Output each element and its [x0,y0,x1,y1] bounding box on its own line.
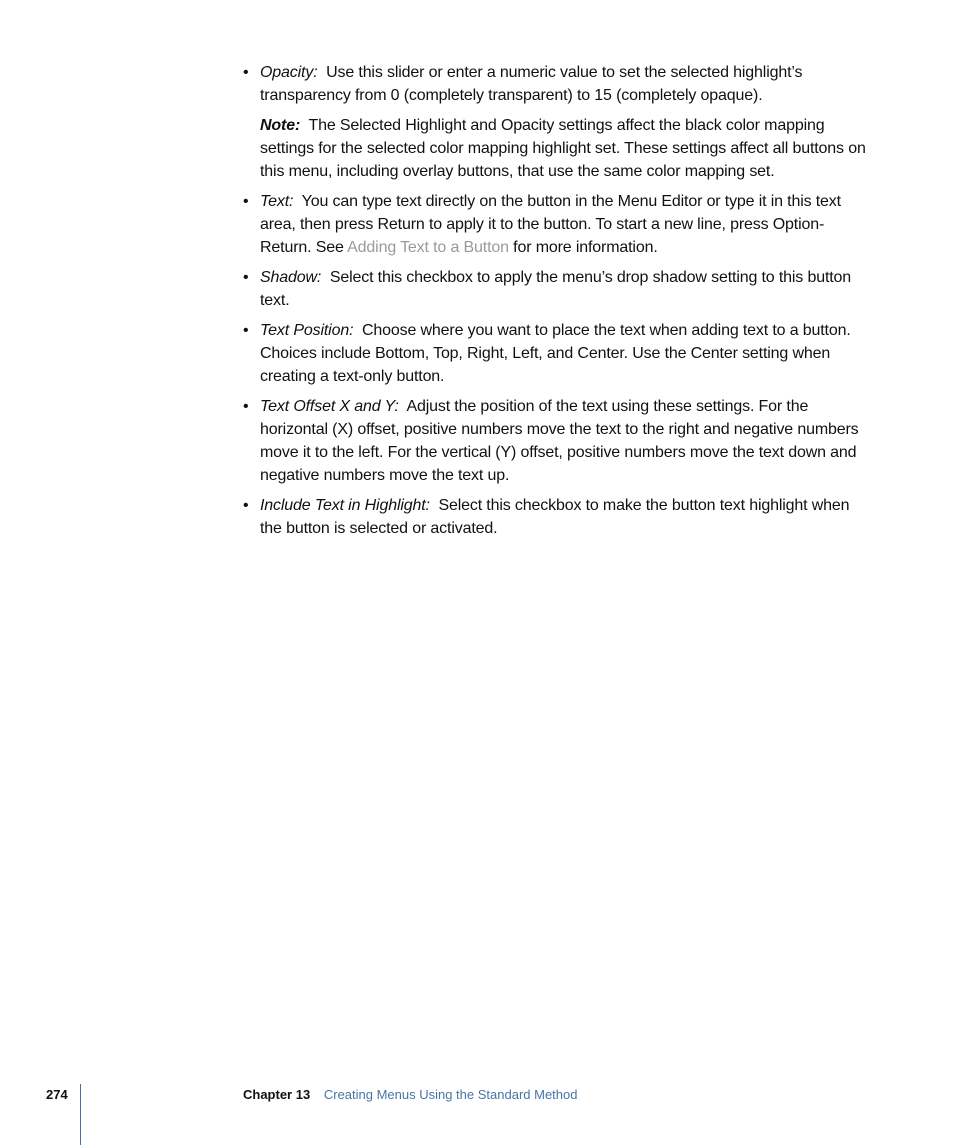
term-text: Text: [260,193,294,210]
list-item-opacity [243,61,875,107]
bullet: • [243,322,249,339]
list-item-include-text-in-highlight [243,494,875,540]
list-item-shadow [243,266,875,312]
list-item-text [243,190,875,259]
description-opacity: Use this slider or enter a numeric value to set the selected highlight’s transparency from 0 (completely transparent) to 15 (completely opaque). [260,64,803,104]
note-label: Note: [260,117,301,134]
description-shadow: Select this checkbox to apply the menu’s drop shadow setting to this button text. [260,269,852,309]
note-paragraph [243,114,875,183]
bullet: • [243,193,249,210]
bullet: • [243,398,249,415]
description-text-offset: Adjust the position of the text using these settings. For the horizontal (X) offset, positive numbers move the text to the right and negative numbers move it to the left. For the vertical (Y) offset, positive numbers move the text down and negative numbers move the text up. [260,398,859,484]
term-include-text-in-highlight: Include Text in Highlight: [260,497,430,514]
description-text-after: for more information. [513,239,658,256]
note-text: The Selected Highlight and Opacity settings affect the black color mapping settings for the selected color mapping highlight set. These settings affect all buttons on this menu, including overlay buttons, that use the same color mapping set. [260,117,866,180]
chapter-label: Chapter 13 [243,1087,311,1102]
bullet: • [243,269,249,286]
term-text-position: Text Position: [260,322,354,339]
footer-chapter [243,1087,577,1102]
description-text-before: You can type text directly on the button in the Menu Editor or type it in this text area, then press Return to apply it to the button. To start a new line, press Option-Return. See [260,193,841,256]
description-text-position: Choose where you want to place the text when adding text to a button. Choices include Bottom, Top, Right, Left, and Center. Use the Center setting when creating a text-only button. [260,322,851,385]
term-shadow: Shadow: [260,269,322,286]
footer-divider [80,1084,81,1145]
description-include-text-in-highlight: Select this checkbox to make the button text highlight when the button is selected or activated. [260,497,850,537]
term-text-offset: Text Offset X and Y: [260,398,399,415]
list-item-text-offset [243,395,875,487]
page-number: 274 [46,1087,68,1102]
term-opacity: Opacity: [260,64,318,81]
bullet: • [243,64,249,81]
bullet: • [243,497,249,514]
chapter-title: Creating Menus Using the Standard Method [323,1087,578,1102]
document-body [243,61,875,547]
link-adding-text-to-a-button[interactable]: Adding Text to a Button [347,239,509,256]
list-item-text-position [243,319,875,388]
